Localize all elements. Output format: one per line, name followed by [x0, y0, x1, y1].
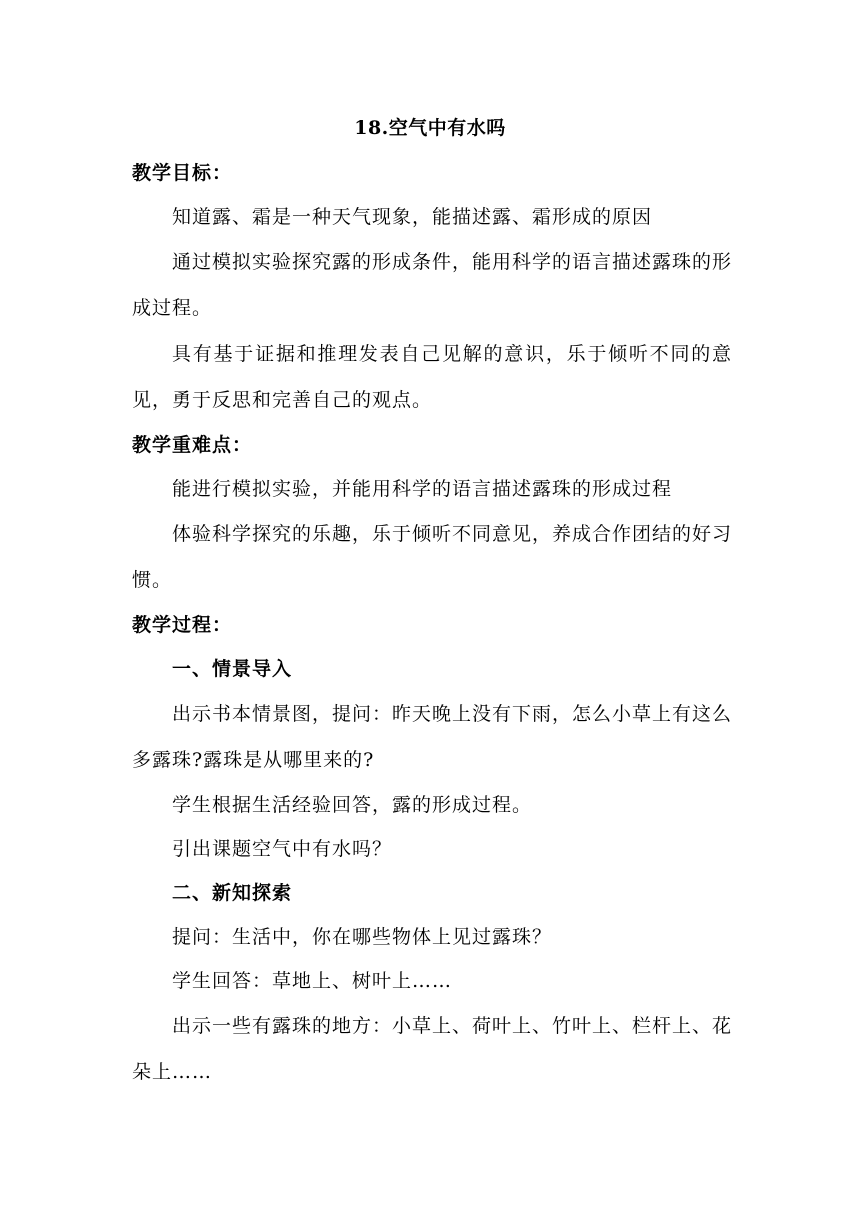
- heading-teaching-process: 教学过程：: [132, 614, 233, 636]
- intro-paragraph-3: 引出课题空气中有水吗？: [172, 838, 393, 860]
- goal-paragraph-1: 知道露、霜是一种天气现象，能描述露、霜形成的原因: [172, 206, 653, 228]
- intro-paragraph-1: 出示书本情景图，提问：昨天晚上没有下雨，怎么小草上有这么多露珠?露珠是从哪里来的?: [132, 703, 733, 771]
- intro-paragraph-2: 学生根据生活经验回答，露的形成过程。: [172, 794, 533, 816]
- document-title: 18.空气中有水吗: [354, 117, 506, 139]
- heading-scenario-intro: 一、情景导入: [172, 658, 293, 680]
- explore-paragraph-1: 提问：生活中，你在哪些物体上见过露珠？: [172, 926, 553, 948]
- goal-paragraph-2: 通过模拟实验探究露的形成条件，能用科学的语言描述露珠的形成过程。: [132, 251, 733, 319]
- key-point-paragraph-2: 体验科学探究的乐趣，乐于倾听不同意见，养成合作团结的好习惯。: [132, 523, 733, 591]
- key-point-paragraph-1: 能进行模拟实验，并能用科学的语言描述露珠的形成过程: [172, 478, 673, 500]
- explore-paragraph-2: 学生回答：草地上、树叶上……: [172, 970, 453, 992]
- heading-new-knowledge: 二、新知探索: [172, 882, 293, 904]
- explore-paragraph-3: 出示一些有露珠的地方：小草上、荷叶上、竹叶上、栏杆上、花朵上……: [132, 1015, 733, 1083]
- heading-key-points: 教学重难点：: [132, 434, 253, 456]
- goal-paragraph-3: 具有基于证据和推理发表自己见解的意识，乐于倾听不同的意见，勇于反思和完善自己的观点。: [132, 343, 732, 411]
- heading-teaching-goals: 教学目标：: [132, 162, 233, 184]
